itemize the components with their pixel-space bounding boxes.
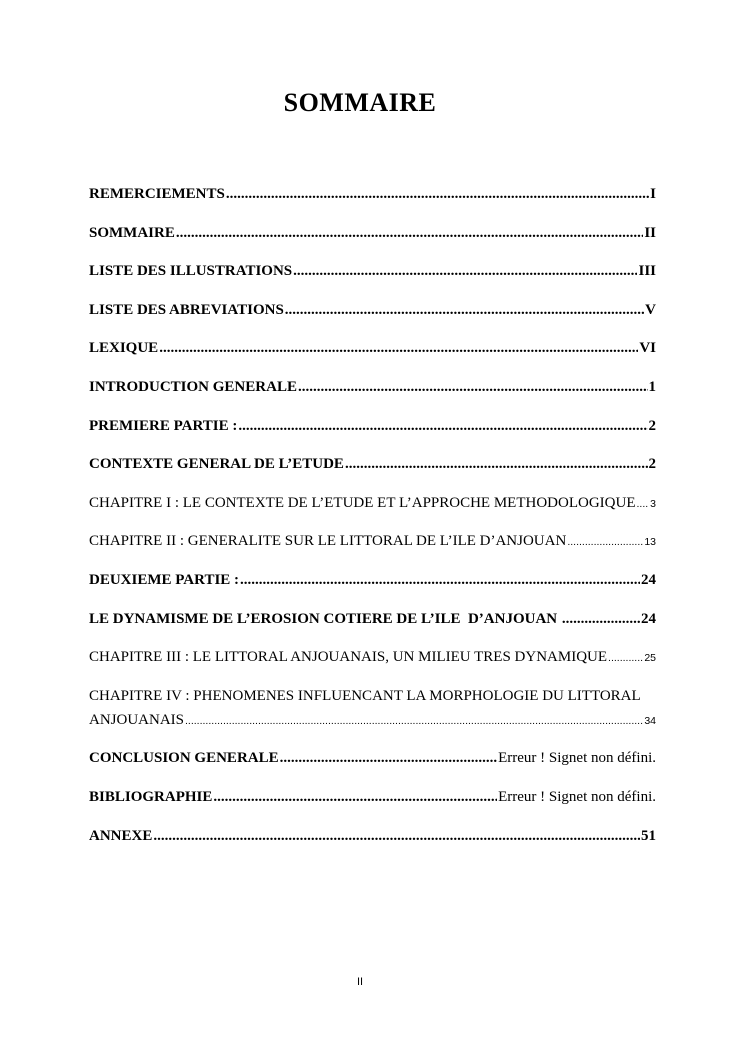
toc-entry-bibliographie[interactable] (89, 789, 656, 806)
dot-leader (176, 225, 643, 242)
toc-entry-label: CONCLUSION GENERALE (89, 750, 279, 767)
toc-entry-page: Erreur ! Signet non défini. (498, 750, 656, 767)
toc-entry-page: 1 (648, 378, 656, 395)
dot-leader (185, 715, 643, 727)
toc-entry-page: 2 (648, 456, 656, 473)
table-of-contents (89, 186, 656, 866)
dot-leader (298, 379, 648, 396)
toc-entry-label: CONTEXTE GENERAL DE L’ETUDE (89, 456, 344, 473)
toc-entry-page: 34 (644, 714, 656, 727)
toc-entry-label: PREMIERE PARTIE : (89, 417, 238, 434)
toc-entry-annexe[interactable] (89, 828, 656, 845)
toc-entry-page: I (650, 186, 656, 202)
toc-entry-label: LISTE DES ILLUSTRATIONS (89, 263, 293, 280)
dot-leader (567, 536, 643, 548)
toc-entry-page: II (644, 224, 656, 241)
toc-entry-label: REMERCIEMENTS (89, 186, 225, 202)
toc-entry-page: 24 (641, 610, 656, 627)
toc-entry-lexique[interactable] (89, 340, 656, 357)
toc-entry-dynamisme-erosion[interactable] (89, 611, 656, 628)
toc-entry-label: LE DYNAMISME DE L’EROSION COTIERE DE L’ILE D’ANJOUAN (89, 610, 561, 627)
dot-leader (240, 572, 640, 589)
toc-entry-page: 51 (641, 827, 656, 844)
toc-entry-label: INTRODUCTION GENERALE (89, 378, 297, 395)
dot-leader (562, 611, 640, 628)
toc-entry-remerciements[interactable] (89, 186, 656, 203)
toc-entry-label: ANNEXE (89, 827, 153, 844)
toc-entry-page: 24 (641, 571, 656, 588)
dot-leader (608, 652, 643, 664)
toc-entry-chapitre-1[interactable] (89, 495, 656, 512)
toc-entry-page: V (645, 301, 656, 318)
dot-leader (226, 186, 649, 203)
toc-entry-label: BIBLIOGRAPHIE (89, 788, 213, 805)
toc-entry-label-line1: CHAPITRE IV : PHENOMENES INFLUENCANT LA MORPHOLOGIE DU LITTORAL (89, 687, 641, 704)
toc-entry-sommaire[interactable] (89, 225, 656, 242)
toc-entry-page: VI (639, 340, 656, 357)
toc-entry-page: Erreur ! Signet non défini. (498, 788, 656, 805)
toc-entry-page: 25 (644, 652, 656, 665)
dot-leader (293, 263, 637, 280)
dot-leader (238, 418, 647, 435)
toc-entry-liste-des-illustrations[interactable] (89, 263, 656, 280)
page-title: SOMMAIRE (283, 88, 437, 117)
dot-leader (153, 828, 640, 845)
toc-entry-chapitre-3[interactable] (89, 649, 656, 666)
dot-leader (285, 302, 644, 319)
toc-entry-label: LEXIQUE (89, 340, 159, 357)
toc-entry-page: 3 (650, 497, 656, 510)
toc-entry-label: DEUXIEME PARTIE : (89, 571, 240, 588)
page-number-footer: II (356, 976, 364, 988)
dot-leader (637, 498, 650, 510)
toc-entry-chapitre-4[interactable] (89, 688, 656, 729)
toc-entry-page: 2 (648, 417, 656, 434)
toc-entry-liste-des-abreviations[interactable] (89, 302, 656, 319)
toc-entry-label: SOMMAIRE (89, 224, 175, 241)
toc-entry-page: III (638, 263, 656, 280)
toc-entry-label: CHAPITRE III : LE LITTORAL ANJOUANAIS, UN MILIEU TRES DYNAMIQUE (89, 649, 608, 666)
toc-entry-contexte-general[interactable] (89, 456, 656, 473)
toc-entry-label: LISTE DES ABREVIATIONS (89, 301, 284, 318)
toc-entry-deuxieme-partie[interactable] (89, 572, 656, 589)
dot-leader (345, 456, 648, 473)
toc-entry-label-line2: ANJOUANAIS (89, 711, 185, 728)
dot-leader (159, 340, 638, 357)
toc-entry-label: CHAPITRE I : LE CONTEXTE DE L’ETUDE ET L’APPROCHE METHODOLOGIQUE (89, 494, 636, 511)
toc-entry-chapitre-2[interactable] (89, 533, 656, 550)
toc-entry-premiere-partie[interactable] (89, 418, 656, 435)
toc-entry-label: CHAPITRE II : GENERALITE SUR LE LITTORAL DE L’ILE D’ANJOUAN (89, 533, 567, 550)
toc-entry-introduction-generale[interactable] (89, 379, 656, 396)
toc-entry-conclusion-generale[interactable] (89, 750, 656, 767)
toc-entry-page: 13 (644, 536, 656, 549)
dot-leader (213, 789, 497, 806)
dot-leader (280, 750, 498, 767)
